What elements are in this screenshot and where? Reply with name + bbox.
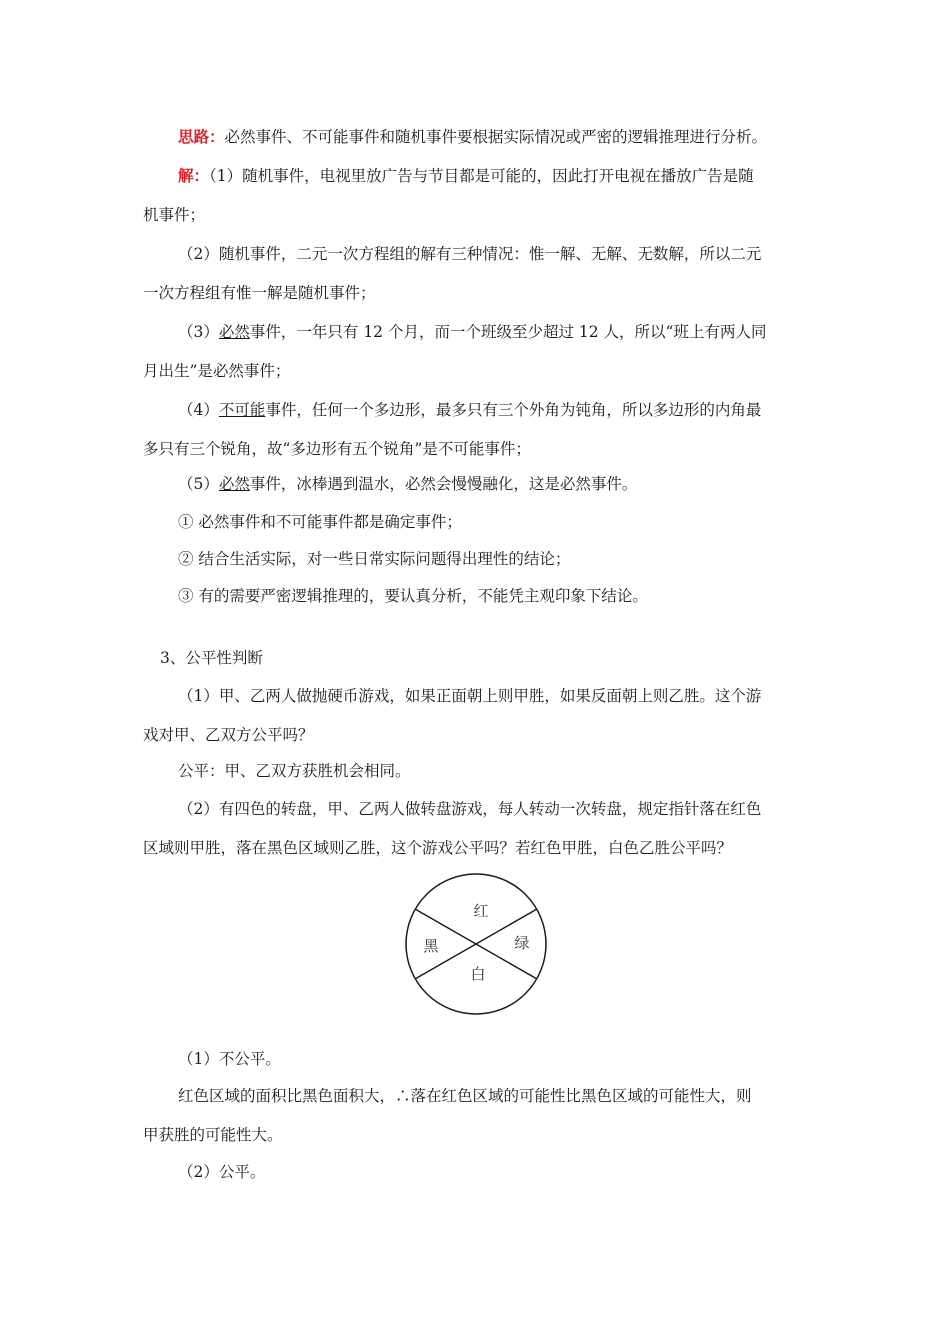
siluo-line (178, 127, 767, 147)
sector-black-label: 黑 (423, 937, 439, 955)
underlined-term: 必然 (218, 323, 250, 341)
siluo-label: 思路： (178, 127, 225, 146)
sector-green-label: 绿 (514, 934, 530, 952)
item-text: 事件，一年只有 12 个月，而一个班级至少超过 12 人，所以“班上有两人同 (249, 323, 767, 341)
jie-text: （1）随机事件，电视里放广告与节目都是可能的，因此打开电视在播放广告是随 (209, 167, 754, 185)
explanation-line-1: 红色区域的面积比黑色面积大，∴落在红色区域的可能性比黑色区域的可能性大，则 (178, 1087, 752, 1105)
answer-line-8 (178, 400, 761, 420)
answer-line-4: （2）随机事件，二元一次方程组的解有三种情况：惟一解、无解、无数解，所以二元 (178, 245, 762, 263)
jie-label: 解： (178, 166, 210, 185)
section-3-heading: 3、公平性判断 (160, 649, 263, 667)
item-number: （5） (178, 475, 219, 493)
jie-line (178, 166, 754, 186)
answer-line-6 (178, 322, 766, 342)
sector-red-label: 红 (473, 902, 489, 920)
answer-line-9: 多只有三个锐角，故“多边形有五个锐角”是不可能事件； (143, 440, 531, 458)
answer-line-7: 月出生”是必然事件； (143, 362, 291, 380)
question-1-line-1: （1）甲、乙两人做抛硬币游戏，如果正面朝上则甲胜，如果反面朝上则乙胜。这个游 (178, 687, 762, 705)
item-number: （3） (178, 323, 219, 341)
note-1: ① 必然事件和不可能事件都是确定事件； (178, 513, 462, 531)
answer-line-10 (178, 474, 637, 494)
siluo-text: 必然事件、不可能事件和随机事件要根据实际情况或严密的逻辑推理进行分析。 (224, 128, 768, 146)
question-1-line-2: 戏对甲、乙双方公平吗？ (143, 726, 314, 744)
answer-1: 公平：甲、乙双方获胜机会相同。 (178, 762, 411, 780)
item-text: 事件，任何一个多边形，最多只有三个外角为钝角，所以多边形的内角最 (265, 401, 762, 419)
item-number: （4） (178, 401, 219, 419)
question-2-line-2: 区域则甲胜，落在黑色区域则乙胜，这个游戏公平吗？若红色甲胜，白色乙胜公平吗？ (143, 839, 733, 857)
sector-white-label: 白 (470, 965, 486, 983)
underlined-term: 必然 (218, 475, 250, 493)
answer-line-5: 一次方程组有惟一解是随机事件； (143, 284, 376, 302)
item-text: 事件，冰棒遇到温水，必然会慢慢融化，这是必然事件。 (249, 475, 638, 493)
answer-2-1: （1）不公平。 (178, 1050, 281, 1068)
question-2-line-1: （2）有四色的转盘，甲、乙两人做转盘游戏，每人转动一次转盘，规定指针落在红色 (178, 800, 762, 818)
explanation-line-2: 甲获胜的可能性大。 (143, 1126, 283, 1144)
spinner-diagram (404, 872, 548, 1016)
answer-2-2: （2）公平。 (178, 1163, 266, 1181)
note-3: ③ 有的需要严密逻辑推理的，要认真分析，不能凭主观印象下结论。 (178, 587, 648, 605)
note-2: ② 结合生活实际，对一些日常实际问题得出理性的结论； (178, 550, 571, 568)
answer-line-3: 机事件； (143, 206, 206, 224)
underlined-term: 不可能 (218, 401, 266, 419)
